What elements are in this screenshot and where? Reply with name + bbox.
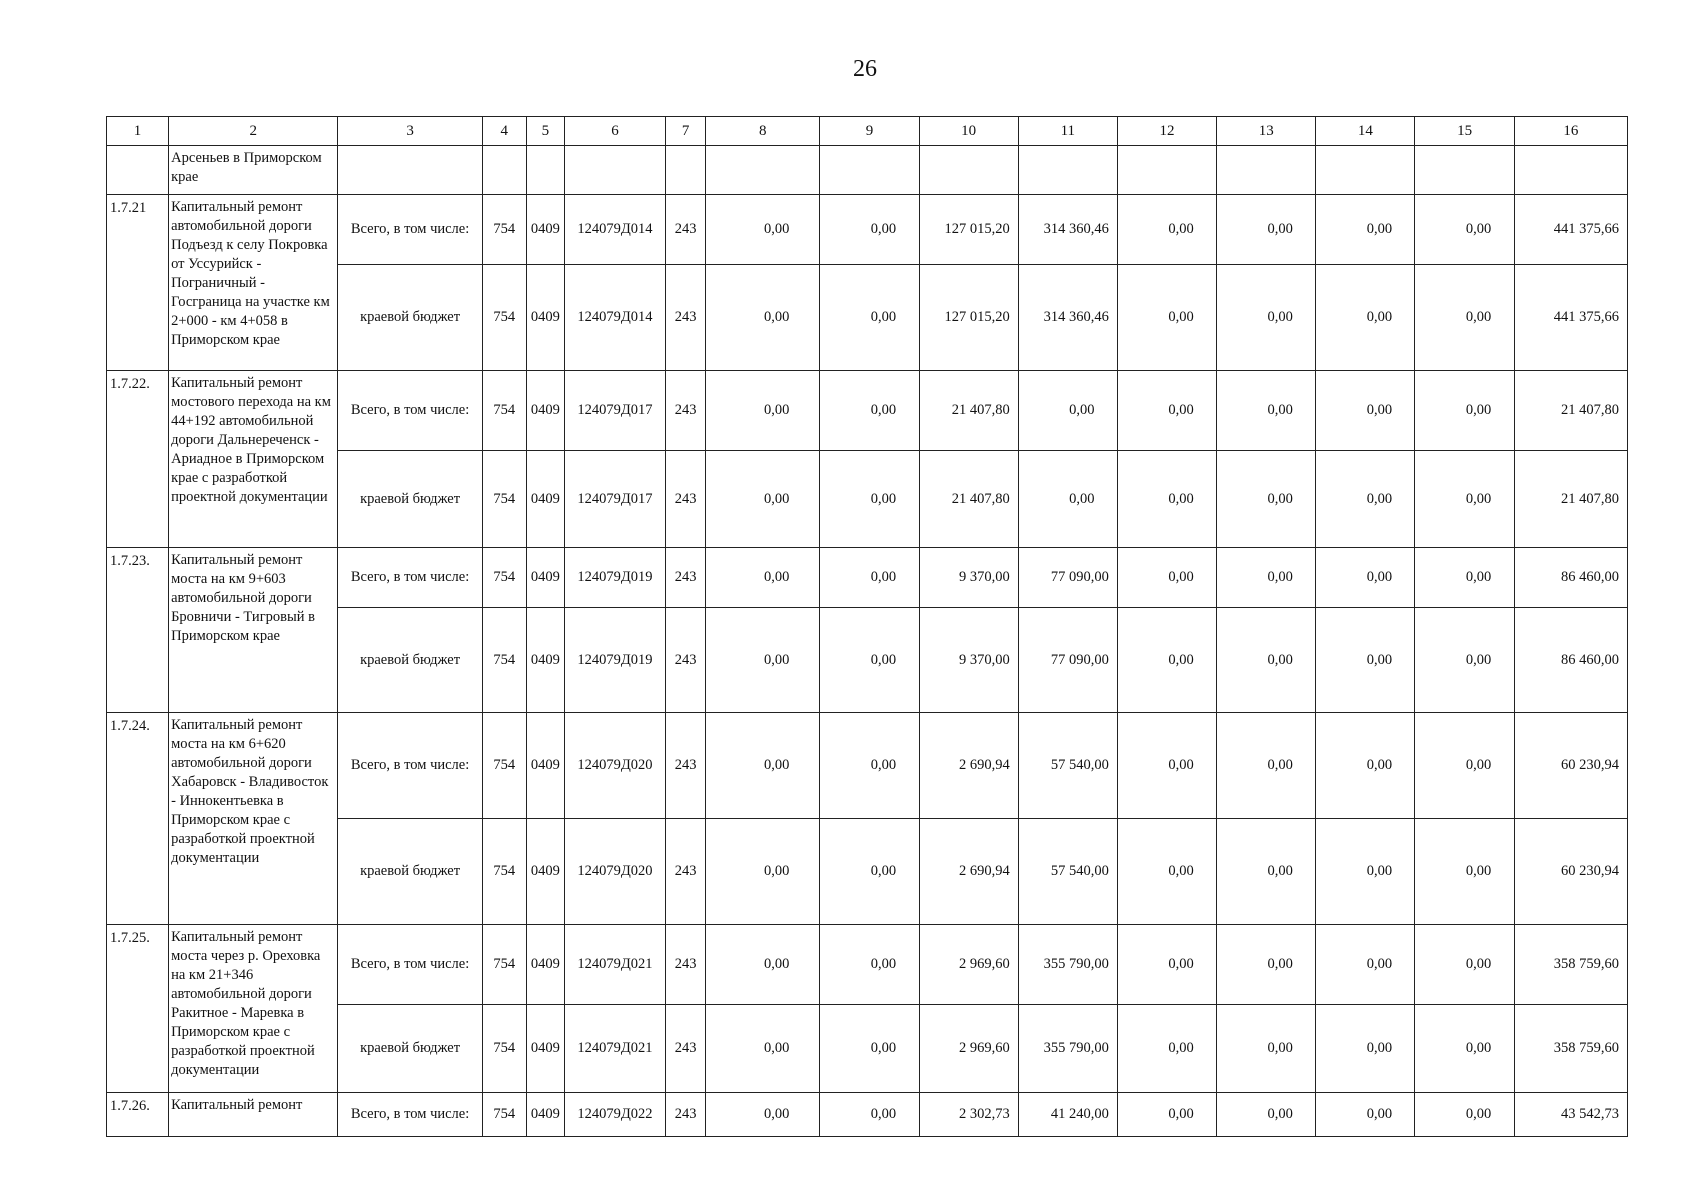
header-cell: 9 xyxy=(820,117,919,146)
cell-c7: 243 xyxy=(666,451,706,548)
item-name: Капитальный ремонт автомобильной дороги Подъезд к селу Покровка от Уссурийск - Пограничный - Госграница на участке км 2+000 - км 4+058 в Приморском крае xyxy=(169,195,338,371)
cell-c8: 0,00 xyxy=(706,819,820,925)
cell-c4: 754 xyxy=(482,925,526,1005)
cell-c16: 60 230,94 xyxy=(1514,713,1627,819)
cell-c15: 0,00 xyxy=(1415,265,1514,371)
cell-c11: 77 090,00 xyxy=(1018,608,1117,713)
item-name: Капитальный ремонт моста через р. Ореховка на км 21+346 автомобильной дороги Ракитное - Маревка в Приморском крае с разработкой проектной документации xyxy=(169,925,338,1093)
cell-c12: 0,00 xyxy=(1117,1093,1216,1137)
cell-c13: 0,00 xyxy=(1217,371,1316,451)
funding-source-label: Всего, в том числе: xyxy=(338,195,482,265)
cell-c16: 358 759,60 xyxy=(1514,925,1627,1005)
cell-c10: 21 407,80 xyxy=(919,451,1018,548)
cell-c12: 0,00 xyxy=(1117,548,1216,608)
funding-source-label: краевой бюджет xyxy=(338,265,482,371)
table-row xyxy=(107,1093,1628,1137)
cell-c13: 0,00 xyxy=(1217,1005,1316,1093)
header-cell: 5 xyxy=(526,117,564,146)
cell-c15: 0,00 xyxy=(1415,1005,1514,1093)
cell-c13: 0,00 xyxy=(1217,713,1316,819)
cell-c13: 0,00 xyxy=(1217,1093,1316,1137)
cell-c13: 0,00 xyxy=(1217,608,1316,713)
cell-c12: 0,00 xyxy=(1117,265,1216,371)
header-cell: 7 xyxy=(666,117,706,146)
cell-c5: 0409 xyxy=(526,608,564,713)
item-name: Капитальный ремонт моста на км 6+620 автомобильной дороги Хабаровск - Владивосток - Иннокентьевка в Приморском крае с разработкой проектной документации xyxy=(169,713,338,925)
cell-c8: 0,00 xyxy=(706,713,820,819)
cell-c10: 127 015,20 xyxy=(919,265,1018,371)
header-cell: 1 xyxy=(107,117,169,146)
cell-c7: 243 xyxy=(666,265,706,371)
cell-c14: 0,00 xyxy=(1316,265,1415,371)
cell-c15: 0,00 xyxy=(1415,608,1514,713)
cell-c16: 441 375,66 xyxy=(1514,195,1627,265)
cell-c7: 243 xyxy=(666,548,706,608)
cell-c4: 754 xyxy=(482,195,526,265)
cell-c8: 0,00 xyxy=(706,195,820,265)
cell-c14: 0,00 xyxy=(1316,195,1415,265)
cell-c5: 0409 xyxy=(526,1093,564,1137)
cell-c6: 124079Д017 xyxy=(564,371,665,451)
table-row xyxy=(107,195,1628,265)
cell-c4: 754 xyxy=(482,371,526,451)
cell-c11: 314 360,46 xyxy=(1018,265,1117,371)
cell-c7: 243 xyxy=(666,1005,706,1093)
funding-source-label: Всего, в том числе: xyxy=(338,713,482,819)
continuation-row xyxy=(107,146,1628,195)
cell-c13: 0,00 xyxy=(1217,265,1316,371)
header-cell: 6 xyxy=(564,117,665,146)
cell-c11: 0,00 xyxy=(1018,371,1117,451)
cell-c11: 314 360,46 xyxy=(1018,195,1117,265)
cell-c14: 0,00 xyxy=(1316,608,1415,713)
item-number: 1.7.25. xyxy=(107,925,169,1093)
continuation-name: Арсеньев в Приморском крае xyxy=(169,146,338,195)
cell-c15: 0,00 xyxy=(1415,195,1514,265)
cell-c5: 0409 xyxy=(526,548,564,608)
header-cell: 11 xyxy=(1018,117,1117,146)
cell-c11: 0,00 xyxy=(1018,451,1117,548)
cell-c4: 754 xyxy=(482,1093,526,1137)
cell-c14: 0,00 xyxy=(1316,451,1415,548)
cell-c12: 0,00 xyxy=(1117,819,1216,925)
cell-c9: 0,00 xyxy=(820,195,919,265)
item-name: Капитальный ремонт моста на км 9+603 автомобильной дороги Бровничи - Тигровый в Приморском крае xyxy=(169,548,338,713)
cell-c14: 0,00 xyxy=(1316,713,1415,819)
cell-c14: 0,00 xyxy=(1316,548,1415,608)
cell-c16: 441 375,66 xyxy=(1514,265,1627,371)
cell-c15: 0,00 xyxy=(1415,713,1514,819)
cell-c11: 355 790,00 xyxy=(1018,925,1117,1005)
cell-c6: 124079Д021 xyxy=(564,925,665,1005)
cell-c12: 0,00 xyxy=(1117,925,1216,1005)
cell-c6: 124079Д022 xyxy=(564,1093,665,1137)
cell-c7: 243 xyxy=(666,925,706,1005)
budget-table xyxy=(106,116,1628,1137)
funding-source-label: Всего, в том числе: xyxy=(338,371,482,451)
cell-c10: 2 969,60 xyxy=(919,925,1018,1005)
cell-c15: 0,00 xyxy=(1415,1093,1514,1137)
cell-c10: 9 370,00 xyxy=(919,548,1018,608)
header-cell: 12 xyxy=(1117,117,1216,146)
cell-c7: 243 xyxy=(666,1093,706,1137)
cell-c6: 124079Д019 xyxy=(564,548,665,608)
header-cell: 3 xyxy=(338,117,482,146)
cell-c4: 754 xyxy=(482,451,526,548)
cell-c9: 0,00 xyxy=(820,548,919,608)
cell-c8: 0,00 xyxy=(706,371,820,451)
table-row xyxy=(107,713,1628,819)
cell-c13: 0,00 xyxy=(1217,925,1316,1005)
cell-c6: 124079Д019 xyxy=(564,608,665,713)
cell-c8: 0,00 xyxy=(706,1093,820,1137)
cell-c6: 124079Д020 xyxy=(564,819,665,925)
header-cell: 4 xyxy=(482,117,526,146)
cell-c7: 243 xyxy=(666,819,706,925)
cell-c7: 243 xyxy=(666,608,706,713)
funding-source-label: краевой бюджет xyxy=(338,608,482,713)
cell-c5: 0409 xyxy=(526,819,564,925)
cell-c11: 57 540,00 xyxy=(1018,819,1117,925)
item-number: 1.7.22. xyxy=(107,371,169,548)
cell-c15: 0,00 xyxy=(1415,371,1514,451)
cell-c10: 2 690,94 xyxy=(919,713,1018,819)
cell-c11: 355 790,00 xyxy=(1018,1005,1117,1093)
cell-c5: 0409 xyxy=(526,451,564,548)
cell-c8: 0,00 xyxy=(706,1005,820,1093)
funding-source-label: краевой бюджет xyxy=(338,819,482,925)
cell-c9: 0,00 xyxy=(820,819,919,925)
cell-c4: 754 xyxy=(482,1005,526,1093)
header-cell: 8 xyxy=(706,117,820,146)
cell-c16: 86 460,00 xyxy=(1514,548,1627,608)
table-row xyxy=(107,925,1628,1005)
cell-c9: 0,00 xyxy=(820,265,919,371)
cell-c4: 754 xyxy=(482,548,526,608)
cell-c10: 2 969,60 xyxy=(919,1005,1018,1093)
cell-c10: 21 407,80 xyxy=(919,371,1018,451)
cell-c9: 0,00 xyxy=(820,371,919,451)
cell-c15: 0,00 xyxy=(1415,451,1514,548)
cell-c9: 0,00 xyxy=(820,1005,919,1093)
cell-c12: 0,00 xyxy=(1117,195,1216,265)
cell-c12: 0,00 xyxy=(1117,451,1216,548)
funding-source-label: Всего, в том числе: xyxy=(338,925,482,1005)
cell-c4: 754 xyxy=(482,265,526,371)
cell-c10: 2 690,94 xyxy=(919,819,1018,925)
cell-c5: 0409 xyxy=(526,1005,564,1093)
header-cell: 13 xyxy=(1217,117,1316,146)
table-row xyxy=(107,548,1628,608)
cell-c14: 0,00 xyxy=(1316,819,1415,925)
cell-c14: 0,00 xyxy=(1316,1093,1415,1137)
cell-c16: 358 759,60 xyxy=(1514,1005,1627,1093)
page-number: 26 xyxy=(853,56,877,82)
empty-cell xyxy=(107,146,169,195)
header-cell: 2 xyxy=(169,117,338,146)
cell-c11: 41 240,00 xyxy=(1018,1093,1117,1137)
cell-c13: 0,00 xyxy=(1217,195,1316,265)
cell-c7: 243 xyxy=(666,371,706,451)
item-number: 1.7.26. xyxy=(107,1093,169,1137)
cell-c9: 0,00 xyxy=(820,925,919,1005)
cell-c14: 0,00 xyxy=(1316,371,1415,451)
funding-source-label: Всего, в том числе: xyxy=(338,1093,482,1137)
header-cell: 15 xyxy=(1415,117,1514,146)
cell-c12: 0,00 xyxy=(1117,371,1216,451)
cell-c14: 0,00 xyxy=(1316,925,1415,1005)
cell-c12: 0,00 xyxy=(1117,713,1216,819)
cell-c4: 754 xyxy=(482,819,526,925)
cell-c13: 0,00 xyxy=(1217,451,1316,548)
item-number: 1.7.21 xyxy=(107,195,169,371)
header-cell: 14 xyxy=(1316,117,1415,146)
cell-c4: 754 xyxy=(482,713,526,819)
cell-c10: 9 370,00 xyxy=(919,608,1018,713)
cell-c7: 243 xyxy=(666,195,706,265)
cell-c5: 0409 xyxy=(526,713,564,819)
cell-c5: 0409 xyxy=(526,195,564,265)
cell-c6: 124079Д017 xyxy=(564,451,665,548)
cell-c9: 0,00 xyxy=(820,713,919,819)
item-name: Капитальный ремонт мостового перехода на км 44+192 автомобильной дороги Дальнереченск - Ариадное в Приморском крае с разработкой проектной документации xyxy=(169,371,338,548)
cell-c7: 243 xyxy=(666,713,706,819)
cell-c16: 21 407,80 xyxy=(1514,371,1627,451)
item-number: 1.7.24. xyxy=(107,713,169,925)
cell-c10: 127 015,20 xyxy=(919,195,1018,265)
cell-c16: 21 407,80 xyxy=(1514,451,1627,548)
cell-c5: 0409 xyxy=(526,925,564,1005)
cell-c15: 0,00 xyxy=(1415,925,1514,1005)
cell-c12: 0,00 xyxy=(1117,1005,1216,1093)
cell-c13: 0,00 xyxy=(1217,548,1316,608)
cell-c11: 57 540,00 xyxy=(1018,713,1117,819)
cell-c8: 0,00 xyxy=(706,608,820,713)
funding-source-label: краевой бюджет xyxy=(338,1005,482,1093)
header-cell: 16 xyxy=(1514,117,1627,146)
cell-c15: 0,00 xyxy=(1415,819,1514,925)
item-name: Капитальный ремонт xyxy=(169,1093,338,1137)
cell-c6: 124079Д021 xyxy=(564,1005,665,1093)
cell-c16: 43 542,73 xyxy=(1514,1093,1627,1137)
cell-c4: 754 xyxy=(482,608,526,713)
funding-source-label: краевой бюджет xyxy=(338,451,482,548)
cell-c8: 0,00 xyxy=(706,548,820,608)
cell-c9: 0,00 xyxy=(820,608,919,713)
header-cell: 10 xyxy=(919,117,1018,146)
cell-c9: 0,00 xyxy=(820,451,919,548)
cell-c6: 124079Д014 xyxy=(564,195,665,265)
cell-c16: 86 460,00 xyxy=(1514,608,1627,713)
funding-source-label: Всего, в том числе: xyxy=(338,548,482,608)
item-number: 1.7.23. xyxy=(107,548,169,713)
cell-c6: 124079Д014 xyxy=(564,265,665,371)
cell-c14: 0,00 xyxy=(1316,1005,1415,1093)
cell-c9: 0,00 xyxy=(820,1093,919,1137)
cell-c11: 77 090,00 xyxy=(1018,548,1117,608)
cell-c5: 0409 xyxy=(526,371,564,451)
cell-c8: 0,00 xyxy=(706,451,820,548)
cell-c15: 0,00 xyxy=(1415,548,1514,608)
table-row xyxy=(107,371,1628,451)
cell-c8: 0,00 xyxy=(706,265,820,371)
cell-c8: 0,00 xyxy=(706,925,820,1005)
cell-c12: 0,00 xyxy=(1117,608,1216,713)
cell-c6: 124079Д020 xyxy=(564,713,665,819)
cell-c13: 0,00 xyxy=(1217,819,1316,925)
header-row xyxy=(107,117,1628,146)
cell-c16: 60 230,94 xyxy=(1514,819,1627,925)
cell-c5: 0409 xyxy=(526,265,564,371)
cell-c10: 2 302,73 xyxy=(919,1093,1018,1137)
